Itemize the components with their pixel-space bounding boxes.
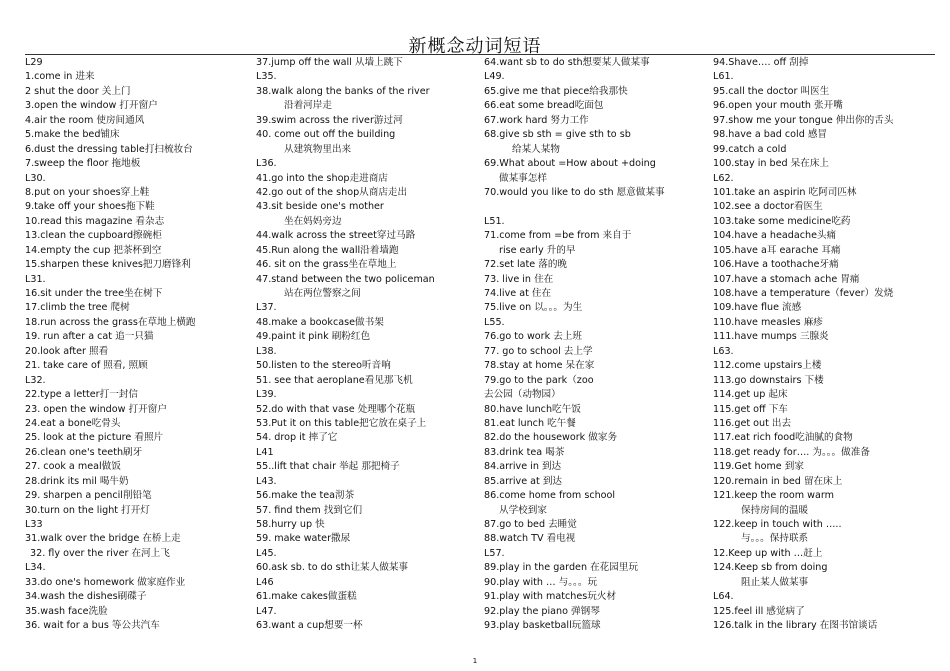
phrase-line: 6.dust the dressing table打扫梳妆台 [25,143,193,155]
phrase-line: 63.want a cup想要一杯 [256,620,363,632]
phrase-line: 95.call the doctor 叫医生 [713,85,830,97]
phrase-line: 86.come home from school [484,490,616,502]
phrase-line: 24.eat a bone吃骨头 [25,417,121,429]
phrase-line: 30.turn on the light 打开灯 [25,504,150,516]
phrase-line: 16.sit under the tree坐在树下 [25,288,163,299]
column-4 [713,56,938,634]
phrase-line: L43. [256,475,277,487]
phrase-line: 112.come upstairs上楼 [713,360,822,372]
phrase-line: 57. find them 找到它们 [256,504,363,516]
phrase-line: 5.make the bed铺床 [25,129,120,141]
phrase-line: 120.remain in bed 留在床上 [713,475,843,487]
phrase-line: 坐在妈妈旁边 [284,215,342,227]
phrase-line: 13.clean the cupboard擦碗柜 [25,230,162,242]
column-1 [25,56,250,634]
phrase-line: L46 [256,576,274,588]
phrase-line: 94.Shave…. off 刮掉 [713,57,809,68]
phrase-line: L30. [25,172,46,184]
phrase-line: 阻止某人做某事 [741,576,809,588]
phrase-line: 107.have a stomach ache 胃痛 [713,273,860,285]
phrase-line: 从学校到家 [499,504,547,516]
phrase-line: 121.keep the room warm [713,490,835,502]
phrase-line: L34. [25,562,46,574]
page-number: 1 [472,657,478,665]
phrase-line: 110.have measles 麻疹 [713,316,823,328]
phrase-line [484,200,709,214]
page-title: 新概念动词短语 [408,36,542,57]
phrase-line: 65.give me that piece给我那快 [484,85,628,97]
phrase-line: 102.see a doctor看医生 [713,201,823,213]
phrase-line: 1.come in 进来 [25,71,95,83]
phrase-line: L57. [484,547,505,559]
phrase-line: 84.arrive in 到达 [484,461,562,473]
phrase-line: 58.hurry up 快 [256,519,325,530]
phrase-line: 46. sit on the grass坐在草地上 [256,259,397,271]
phrase-line: 126.talk in the library 在图书馆谈话 [713,620,878,632]
phrase-line: 55..lift that chair 举起 那把椅子 [256,461,400,473]
phrase-line: 做某事怎样 [499,172,547,184]
phrase-line: 沿着河岸走 [284,100,332,112]
phrase-line: 106.Have a toothache牙痛 [713,259,839,271]
phrase-line: 68.give sb sth = give sth to sb [484,129,631,141]
phrase-line: 92.play the piano 弹钢琴 [484,605,600,617]
phrase-line: 33.do one's homework 做家庭作业 [25,576,186,588]
phrase-line: 51. see that aeroplane看见那飞机 [256,374,413,386]
phrase-line: 99.catch a cold [713,143,787,155]
phrase-line: L63. [713,345,734,357]
phrase-line: 44.walk across the street穿过马路 [256,230,416,242]
phrase-line: 74.live at 住在 [484,288,552,299]
phrase-line: 38.walk along the banks of the river [256,85,430,97]
phrase-line: L51. [484,215,505,227]
phrase-line: 39.swim across the river游过河 [256,114,403,126]
phrase-line: L49. [484,71,505,83]
phrase-line: 71.come from =be from 来自于 [484,230,632,242]
phrase-line: 18.run across the grass在草地上横跑 [25,316,196,328]
phrase-line: 48.make a bookcase做书架 [256,316,384,328]
phrase-line: 119.Get home 到家 [713,461,804,473]
phrase-line: 7.sweep the floor 拖地板 [25,158,141,170]
phrase-line: 96.open your mouth 张开嘴 [713,100,843,112]
phrase-line: 8.put on your shoes穿上鞋 [25,186,150,198]
phrase-line: 113.go downstairs 下楼 [713,374,824,386]
phrase-line: 29. sharpen a pencil削铅笔 [25,490,152,502]
phrase-line: 114.get up 起床 [713,389,788,401]
phrase-line: 111.have mumps 三腺炎 [713,331,829,343]
phrase-line: 35.wash face洗脸 [25,605,108,617]
phrase-line: 52.do with that vase 处理哪个花瓶 [256,403,416,415]
phrase-line: 73. live in 住在 [484,273,554,285]
phrase-line: 60.ask sb. to do sth让某人做某事 [256,562,409,574]
phrase-line: L31. [25,273,46,285]
phrase-line: 75.live on 以。。。为生 [484,302,583,314]
phrase-line: 31.walk over the bridge 在桥上走 [25,533,181,545]
phrase-line: 28.drink its mil 喝牛奶 [25,475,129,487]
phrase-line: 78.stay at home 呆在家 [484,360,595,372]
phrase-line: 41.go into the shop走进商店 [256,172,388,184]
phrase-line: L32. [25,374,46,386]
phrase-line: L61. [713,71,734,83]
phrase-line: 90.play with … 与。。。玩 [484,576,598,588]
phrase-line: L33 [25,519,43,530]
phrase-line: L35. [256,71,277,83]
phrase-line: 87.go to bed 去睡觉 [484,519,577,530]
phrase-line: 116.get out 出去 [713,417,792,429]
phrase-line: L45. [256,547,277,559]
phrase-line: L39. [256,389,277,401]
phrase-line: 50.listen to the stereo听音响 [256,360,391,372]
phrase-line: 36. wait for a bus 等公共汽车 [25,620,160,632]
phrase-line: 70.would you like to do sth 愿意做某事 [484,186,665,198]
phrase-line: 59. make water撒尿 [256,533,351,545]
phrase-line: 83.drink tea 喝茶 [484,446,565,458]
phrase-line: 66.eat some bread吃面包 [484,100,604,112]
phrase-line: 3.open the window 打开窗户 [25,100,158,112]
phrase-line: 54. drop it 摔了它 [256,432,338,444]
phrase-line: 91.play with matches玩火材 [484,591,617,603]
phrase-line: 25. look at the picture 看照片 [25,432,164,444]
phrase-line: 72.set late 落的晚 [484,259,568,271]
phrase-line: 19. run after a cat 追一只猫 [25,331,154,343]
phrase-line: 105.have a耳 earache 耳痛 [713,244,841,256]
phrase-line: 21. take care of 照看, 照顾 [25,360,148,372]
phrase-line: 97.show me your tongue 伸出你的舌头 [713,114,894,126]
phrase-line: L55. [484,316,505,328]
phrase-line: 109.have flue 流感 [713,302,802,314]
phrase-line: 79.go to the park（zoo [484,374,594,386]
title-rule [25,54,935,55]
phrase-line: 47.stand between the two policeman [256,273,435,285]
phrase-line: 从建筑物里出来 [284,143,352,155]
phrase-line: 27. cook a meal做饭 [25,461,121,473]
phrase-line: 22.type a letter打一封信 [25,389,138,401]
phrase-line: L37. [256,302,277,314]
phrase-line: L41 [256,446,274,458]
phrase-line: L29 [25,57,43,68]
phrase-line: 49.paint it pink 刷粉红色 [256,331,371,343]
phrase-line: 69.What about =How about +doing [484,158,656,170]
phrase-line: 4.air the room 使房间通风 [25,114,145,126]
phrase-line: 9.take off your shoes拖下鞋 [25,201,155,213]
phrase-line: 76.go to work 去上班 [484,331,582,343]
phrase-line: L36. [256,158,277,170]
phrase-line: 12.Keep up with …赶上 [713,547,823,559]
phrase-line: 77. go to school 去上学 [484,345,593,357]
phrase-line: 118.get ready for…. 为。。。做准备 [713,446,870,458]
phrase-line: 56.make the tea沏茶 [256,490,355,502]
phrase-line: 2 shut the door 关上门 [25,85,131,97]
phrase-line: 80.have lunch吃午饭 [484,403,581,415]
phrase-line: 122.keep in touch with ….. [713,519,842,530]
phrase-line: 43.sit beside one's mother [256,201,384,213]
phrase-line: 站在两位警察之间 [284,288,361,299]
phrase-line: 81.eat lunch 吃午餐 [484,417,576,429]
phrase-line: L47. [256,605,277,617]
phrase-line: 101.take an aspirin 吃阿司匹林 [713,186,857,198]
column-3 [484,56,709,634]
phrase-line: 53.Put it on this table把它放在桌子上 [256,417,427,429]
phrase-line: 26.clean one's teeth刷牙 [25,446,143,458]
phrase-line: 15.sharpen these knives把刀磨锋利 [25,259,191,271]
phrase-line: 89.play in the garden 在花园里玩 [484,562,639,574]
phrase-line: 104.have a headache头痛 [713,230,837,242]
phrase-line: 17.climb the tree 爬树 [25,302,130,314]
phrase-line: 98.have a bad cold 感冒 [713,129,828,141]
phrase-line: L62. [713,172,734,184]
phrase-line: 61.make cakes做蛋糕 [256,591,357,603]
phrase-line: 115.get off 下车 [713,403,788,415]
phrase-line: 与。。。保持联系 [741,533,809,545]
phrase-line: 保持房间的温暖 [741,504,809,516]
phrase-line: 20.look after 照看 [25,345,109,357]
phrase-line: 14.empty the cup 把茶杯到空 [25,244,162,256]
phrase-line: rise early 升的早 [499,244,576,256]
phrase-line: 42.go out of the shop从商店走出 [256,186,408,198]
phrase-line: 45.Run along the wall沿着墙跑 [256,244,399,256]
phrase-line: 37.jump off the wall 从墙上跳下 [256,57,403,68]
phrase-line: 82.do the housework 做家务 [484,432,618,444]
phrase-line: 32. fly over the river 在河上飞 [30,547,170,559]
phrase-line: 103.take some medicine吃药 [713,215,851,227]
phrase-line: 88.watch TV 看电视 [484,533,576,545]
column-2 [256,56,481,634]
phrase-line: 93.play basketball玩篮球 [484,620,601,632]
phrase-line: 85.arrive at 到达 [484,475,563,487]
phrase-line: 117.eat rich food吃油腻的食物 [713,432,853,444]
phrase-line: L64. [713,591,734,603]
phrase-line: 40. come out off the building [256,129,396,141]
phrase-line: 给某人某物 [512,143,560,155]
phrase-line: 34.wash the dishes刷碟子 [25,591,147,603]
phrase-line: 124.Keep sb from doing [713,562,828,574]
phrase-line: 67.work hard 努力工作 [484,114,589,126]
phrase-line: 64.want sb to do sth想要某人做某事 [484,57,650,68]
phrase-line: 125.feel ill 感觉病了 [713,605,805,617]
phrase-line: L38. [256,345,277,357]
phrase-line: 去公园（动物园） [484,389,561,401]
phrase-line: 23. open the window 打开窗户 [25,403,167,415]
phrase-line: 108.have a temperature（fever）发烧 [713,288,894,299]
phrase-line: 10.read this magazine 看杂志 [25,215,165,227]
phrase-line: 100.stay in bed 呆在床上 [713,158,830,170]
